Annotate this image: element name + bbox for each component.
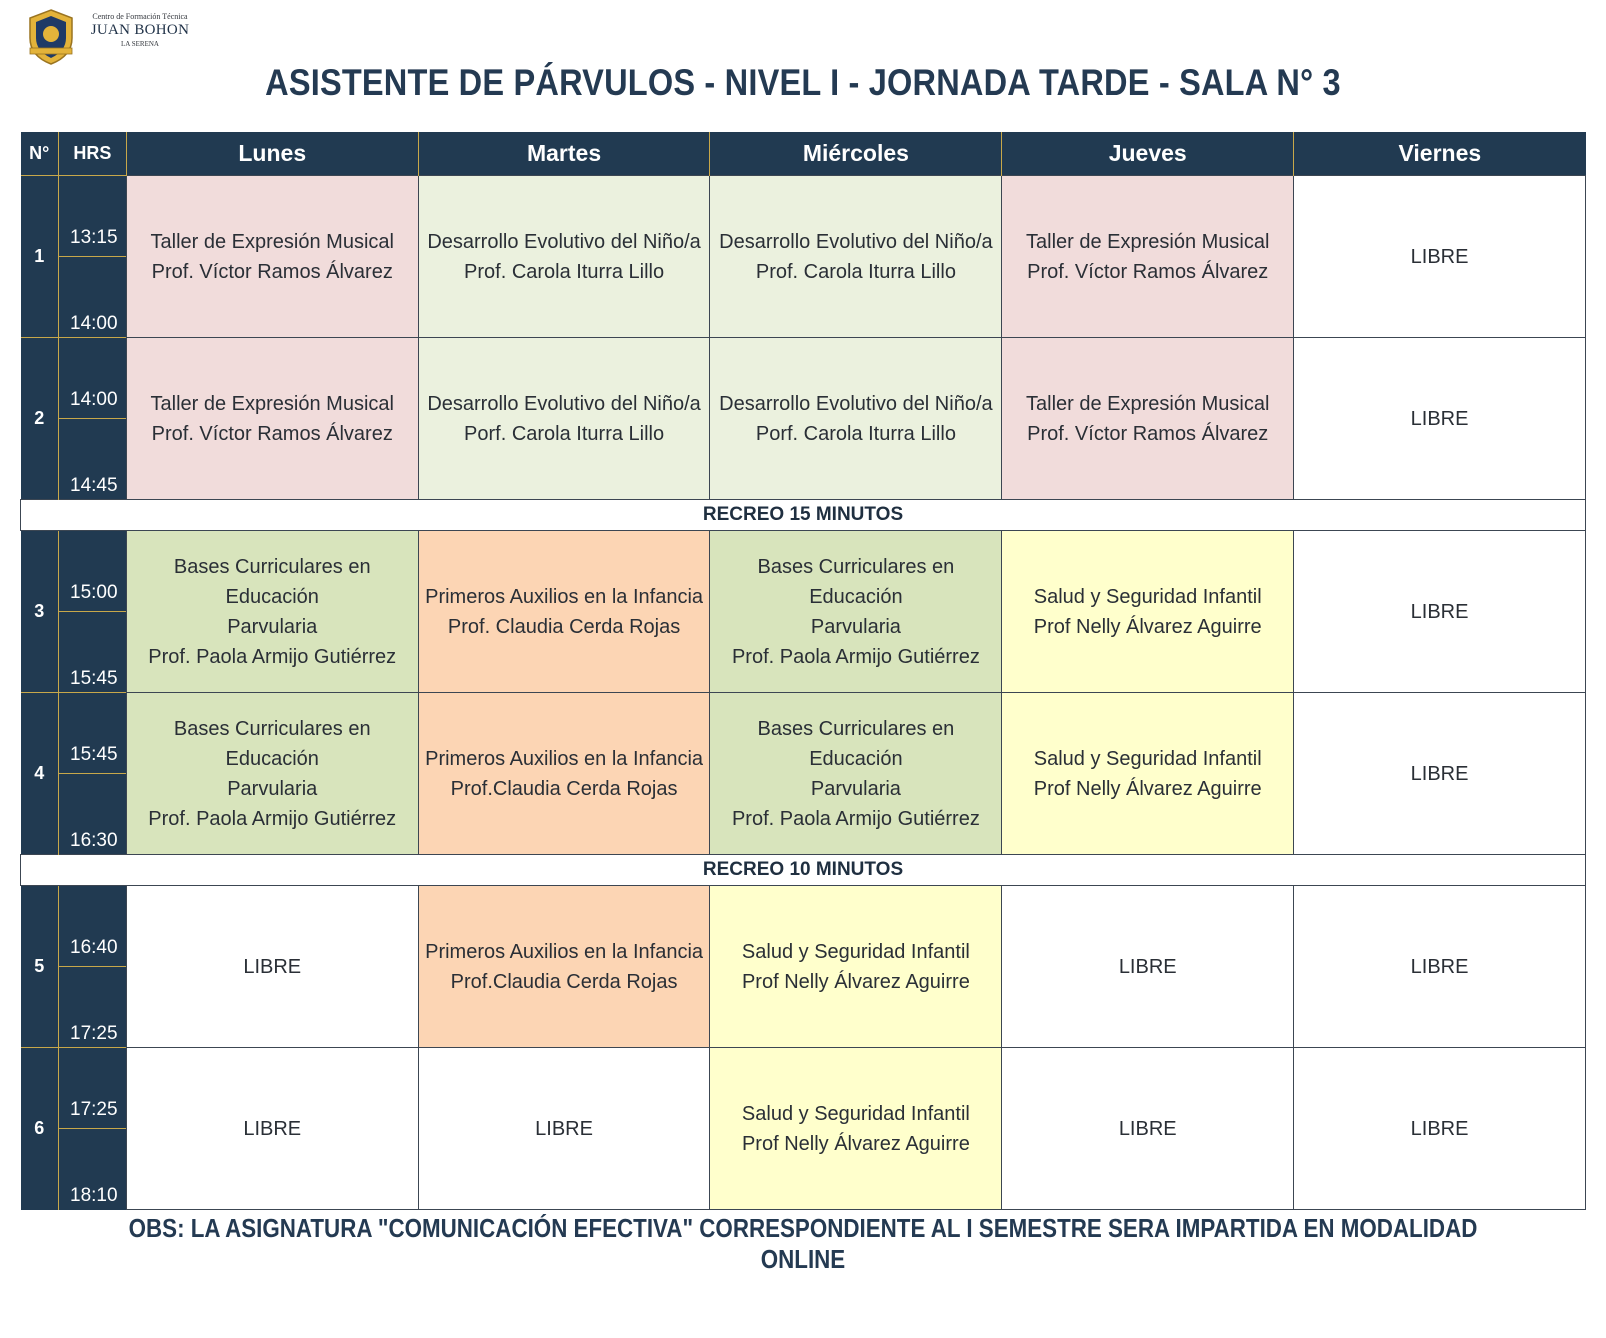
class-cell-thursday [1002,531,1294,693]
header-hrs: HRS [59,132,127,176]
period-number: 6 [21,1048,59,1210]
schedule-table [20,132,1586,1210]
header-day-thursday: Jueves [1002,132,1294,176]
course-name: LIBRE [1118,1117,1177,1140]
class-cell-tuesday [418,338,710,500]
course-name: Desarrollo Evolutivo del Niño/a [427,392,701,415]
class-cell-monday [126,1048,418,1210]
teacher-name: Porf. Carola Iturra Lillo [464,422,665,445]
period-start-time: 17:25 [70,1099,118,1120]
class-cell-friday [1294,338,1586,500]
teacher-name: Prof. Claudia Cerda Rojas [447,615,681,638]
teacher-name: Prof Nelly Álvarez Aguirre [741,1132,970,1155]
class-cell-tuesday [418,886,710,1048]
break-label: RECREO 10 MINUTOS [21,855,1586,886]
teacher-name: Prof. Paola Armijo Gutiérrez [731,645,980,668]
teacher-name: Prof. Víctor Ramos Álvarez [151,260,393,283]
teacher-name: Prof. Paola Armijo Gutiérrez [148,645,397,668]
teacher-name: Porf. Carola Iturra Lillo [755,422,956,445]
period-hours [59,693,127,855]
course-name: LIBRE [535,1117,593,1140]
teacher-name: Prof. Víctor Ramos Álvarez [1027,422,1269,445]
class-cell-wednesday [710,886,1002,1048]
course-name: Salud y Seguridad Infantil [741,940,970,963]
course-name: Desarrollo Evolutivo del Niño/a [719,230,993,253]
class-cell-tuesday [418,1048,710,1210]
period-number: 4 [21,693,59,855]
teacher-name: Prof. Paola Armijo Gutiérrez [731,807,980,830]
time-divider [59,611,126,612]
course-name: Salud y Seguridad Infantil [741,1102,970,1125]
class-cell-monday [126,886,418,1048]
period-number: 5 [21,886,59,1048]
logo-subtitle: Centro de Formación Técnica [92,12,188,21]
header-day-wednesday: Miércoles [710,132,1002,176]
class-cell-thursday [1002,886,1294,1048]
course-name: Desarrollo Evolutivo del Niño/a [719,392,993,415]
period-end-time: 14:45 [70,475,118,496]
period-hours [59,338,127,500]
period-end-time: 16:30 [70,830,118,851]
time-divider [59,1128,126,1129]
class-cell-wednesday [710,176,1002,338]
class-cell-thursday [1002,176,1294,338]
class-cell-wednesday [710,693,1002,855]
course-name: Taller de Expresión Musical [150,230,394,253]
period-hours [59,531,127,693]
class-cell-friday [1294,693,1586,855]
teacher-name: Prof. Carola Iturra Lillo [464,260,665,283]
class-cell-monday [126,531,418,693]
class-cell-monday [126,338,418,500]
shield-emblem-icon [26,8,76,66]
header-row [21,132,1586,176]
course-name: Bases Curriculares en Educación [173,555,371,608]
period-end-time: 14:00 [70,313,118,334]
course-name: LIBRE [1410,245,1469,268]
course-name: Salud y Seguridad Infantil [1033,585,1262,608]
course-name: Taller de Expresión Musical [1026,392,1270,415]
period-end-time: 18:10 [70,1185,118,1206]
period-hours [59,176,127,338]
class-cell-thursday [1002,693,1294,855]
header-day-monday: Lunes [126,132,418,176]
course-name: Parvularia [227,615,318,638]
course-name: Salud y Seguridad Infantil [1033,747,1262,770]
course-name: LIBRE [243,1117,302,1140]
schedule-row [21,176,1586,338]
header-day-friday: Viernes [1294,132,1586,176]
period-hours [59,886,127,1048]
schedule-row [21,531,1586,693]
course-name: LIBRE [1410,407,1469,430]
course-name: LIBRE [1410,1117,1469,1140]
course-name: LIBRE [243,955,302,978]
course-name: Parvularia [810,777,901,800]
class-cell-thursday [1002,338,1294,500]
break-label: RECREO 15 MINUTOS [21,500,1586,531]
course-name: Primeros Auxilios en la Infancia [425,940,704,963]
class-cell-friday [1294,1048,1586,1210]
class-cell-friday [1294,531,1586,693]
class-cell-monday [126,693,418,855]
period-start-time: 13:15 [70,227,118,248]
class-cell-tuesday [418,531,710,693]
page-title: ASISTENTE DE PÁRVULOS - NIVEL I - JORNADA TARDE - SALA N° 3 [265,62,1341,103]
logo-name: JUAN BOHON [90,22,190,38]
period-end-time: 15:45 [70,668,118,689]
course-name: Desarrollo Evolutivo del Niño/a [427,230,701,253]
course-name: Primeros Auxilios en la Infancia [425,747,704,770]
time-divider [59,773,126,774]
teacher-name: Prof. Carola Iturra Lillo [755,260,956,283]
course-name: Parvularia [227,777,318,800]
class-cell-wednesday [710,338,1002,500]
period-number: 2 [21,338,59,500]
schedule-row [21,1048,1586,1210]
course-name: LIBRE [1410,762,1469,785]
course-name: LIBRE [1410,600,1469,623]
schedule-row [21,693,1586,855]
course-name: Bases Curriculares en Educación [173,717,371,770]
period-start-time: 16:40 [70,937,118,958]
course-name: LIBRE [1118,955,1177,978]
break-row [21,855,1586,886]
course-name: Bases Curriculares en Educación [757,717,955,770]
teacher-name: Prof. Víctor Ramos Álvarez [151,422,393,445]
period-start-time: 15:00 [70,582,118,603]
class-cell-friday [1294,176,1586,338]
time-divider [59,418,126,419]
class-cell-wednesday [710,1048,1002,1210]
period-start-time: 14:00 [70,389,118,410]
class-cell-friday [1294,886,1586,1048]
period-hours [59,1048,127,1210]
class-cell-tuesday [418,693,710,855]
class-cell-tuesday [418,176,710,338]
class-cell-thursday [1002,1048,1294,1210]
teacher-name: Prof. Víctor Ramos Álvarez [1027,260,1269,283]
break-row [21,500,1586,531]
header-num: N° [21,132,59,176]
institution-logo [26,8,196,68]
header-day-tuesday: Martes [418,132,710,176]
teacher-name: Prof.Claudia Cerda Rojas [450,970,678,993]
teacher-name: Prof Nelly Álvarez Aguirre [1033,777,1262,800]
schedule-row [21,338,1586,500]
course-name: Taller de Expresión Musical [1026,230,1270,253]
period-number: 3 [21,531,59,693]
course-name: Taller de Expresión Musical [150,392,394,415]
course-name: Bases Curriculares en Educación [757,555,955,608]
period-number: 1 [21,176,59,338]
schedule-row [21,886,1586,1048]
course-name: Primeros Auxilios en la Infancia [425,585,704,608]
teacher-name: Prof.Claudia Cerda Rojas [450,777,678,800]
teacher-name: Prof. Paola Armijo Gutiérrez [148,807,397,830]
period-end-time: 17:25 [70,1023,118,1044]
class-cell-wednesday [710,531,1002,693]
logo-city: LA SERENA [121,40,159,48]
logo-wordmark [84,12,196,48]
class-cell-monday [126,176,418,338]
teacher-name: Prof Nelly Álvarez Aguirre [1033,615,1262,638]
time-divider [59,256,126,257]
teacher-name: Prof Nelly Álvarez Aguirre [741,970,970,993]
period-start-time: 15:45 [70,744,118,765]
course-name: Parvularia [810,615,901,638]
course-name: LIBRE [1410,955,1469,978]
time-divider [59,966,126,967]
observation-note: OBS: LA ASIGNATURA "COMUNICACIÓN EFECTIVA" CORRESPONDIENTE AL I SEMESTRE SERA IMPARTIDA EN MODALIDAD ONLINE [128,1213,1478,1274]
